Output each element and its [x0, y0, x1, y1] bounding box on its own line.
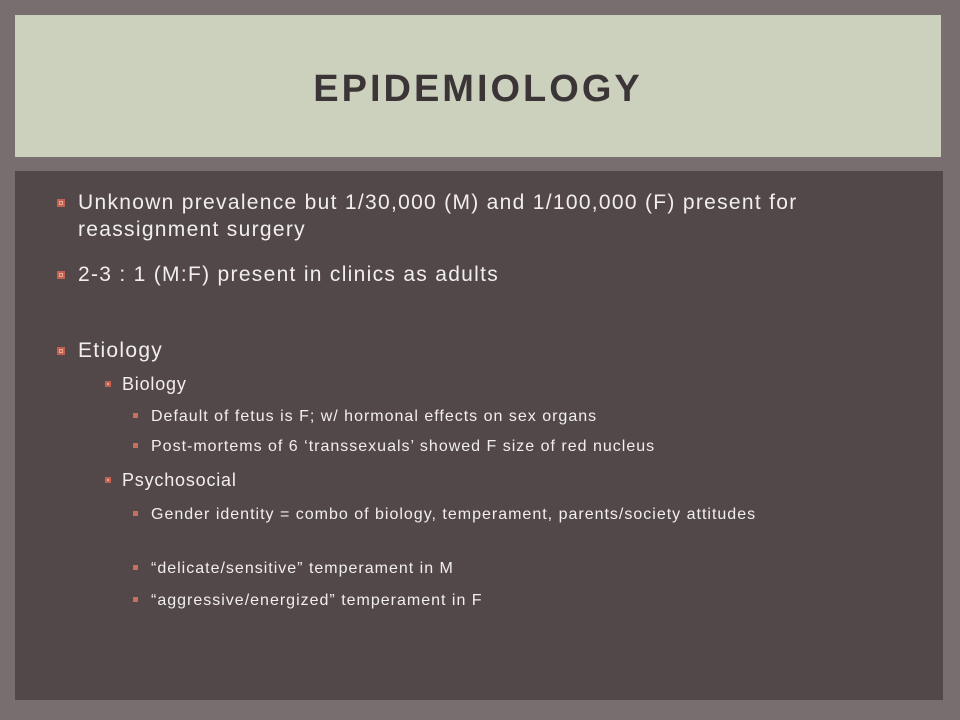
- square-bullet-icon: [57, 271, 65, 279]
- bullet-psych-2: [151, 558, 851, 580]
- bullet-biology-2: [151, 436, 851, 458]
- bullet-biology-1: [151, 406, 851, 428]
- square-bullet-icon: [133, 597, 138, 602]
- slide-title: EPIDEMIOLOGY: [313, 67, 643, 110]
- bullet-text: Gender identity = combo of biology, temperament, parents/society attitudes: [151, 506, 757, 523]
- bullet-psych-1: [151, 504, 851, 526]
- bullet-text: Psychosocial: [122, 470, 237, 490]
- bullet-prevalence: [78, 189, 898, 243]
- square-bullet-icon: [57, 199, 65, 207]
- square-bullet-icon: [133, 413, 138, 418]
- bullet-ratio: [78, 261, 898, 288]
- square-bullet-icon: [133, 565, 138, 570]
- bullet-psych-3: [151, 590, 851, 612]
- square-bullet-icon: [105, 381, 111, 387]
- bullet-text: Biology: [122, 374, 187, 394]
- bullet-text: Post-mortems of 6 ‘transsexuals’ showed F size of red nucleus: [151, 438, 656, 455]
- bullet-text: 2-3 : 1 (M:F) present in clinics as adults: [78, 263, 500, 286]
- bullet-biology: [122, 373, 187, 395]
- square-bullet-icon: [133, 443, 138, 448]
- square-bullet-icon: [133, 511, 138, 516]
- title-band: [15, 15, 941, 157]
- bullet-text: Etiology: [78, 339, 164, 362]
- content-panel: [15, 171, 943, 700]
- bullet-text: “delicate/sensitive” temperament in M: [151, 560, 454, 577]
- bullet-text: “aggressive/energized” temperament in F: [151, 592, 483, 609]
- bullet-psychosocial: [122, 469, 237, 491]
- bullet-etiology: [78, 337, 898, 364]
- square-bullet-icon: [57, 347, 65, 355]
- bullet-text: Default of fetus is F; w/ hormonal effects on sex organs: [151, 408, 598, 425]
- square-bullet-icon: [105, 477, 111, 483]
- bullet-text: Unknown prevalence but 1/30,000 (M) and 1/100,000 (F) present for reassignment surgery: [78, 191, 798, 241]
